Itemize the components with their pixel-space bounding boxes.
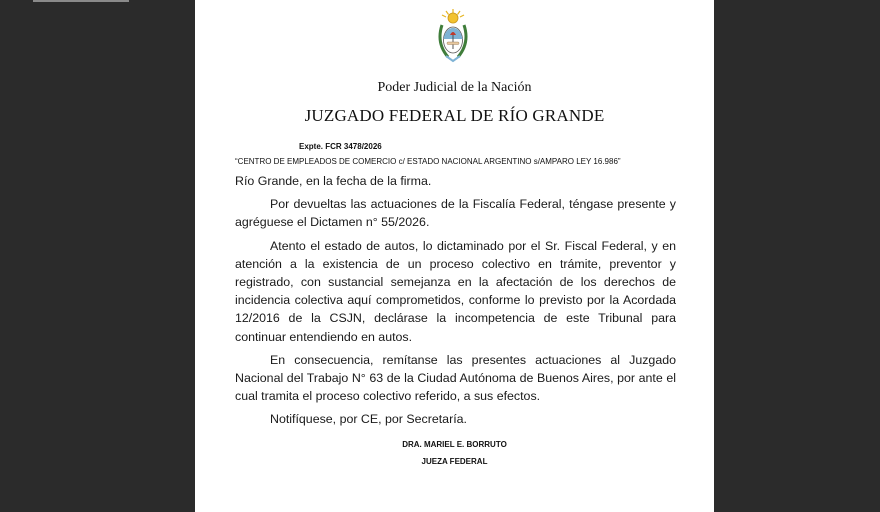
viewer-tab-indicator bbox=[33, 0, 129, 2]
resolution-body bbox=[235, 172, 676, 434]
case-title: “CENTRO DE EMPLEADOS DE COMERCIO c/ ESTADO NACIONAL ARGENTINO s/AMPARO LEY 16.986” bbox=[235, 157, 621, 166]
document-page bbox=[195, 0, 714, 512]
file-number: Expte. FCR 3478/2026 bbox=[299, 142, 382, 151]
place-date-line: Río Grande, en la fecha de la firma. bbox=[235, 174, 432, 188]
paragraph: Por devueltas las actuaciones de la Fiscalía Federal, téngase presente y agréguese el Dictamen n° 55/2026. bbox=[235, 197, 676, 230]
signer-name: DRA. MARIEL E. BORRUTO bbox=[402, 440, 507, 449]
signature-block bbox=[195, 436, 714, 470]
national-coat-of-arms-icon bbox=[436, 9, 470, 65]
institution-name: Poder Judicial de la Nación bbox=[377, 80, 532, 95]
court-name: JUZGADO FEDERAL DE RÍO GRANDE bbox=[304, 106, 605, 125]
paragraph: Atento el estado de autos, lo dictaminado por el Sr. Fiscal Federal, y en atención a la existencia de un proceso colectivo en trámite, preventor y registrado, con sustancial semejanza en la afectación de los derechos de incidencia colectiva aquí comprometidos, conforme lo previsto por la Acordada 12/2016 de la CSJN, declárase la incompetencia de este Tribunal para continuar entendiendo en autos. bbox=[235, 238, 676, 344]
paragraph: En consecuencia, remítanse las presentes actuaciones al Juzgado Nacional del Trabajo N° 63 de la Ciudad Autónoma de Buenos Aires, por ante el cual tramita el proceso colectivo referido, a sus efectos. bbox=[235, 352, 676, 404]
paragraph: Notifíquese, por CE, por Secretaría. bbox=[270, 412, 467, 427]
signer-role: JUEZA FEDERAL bbox=[421, 457, 488, 466]
